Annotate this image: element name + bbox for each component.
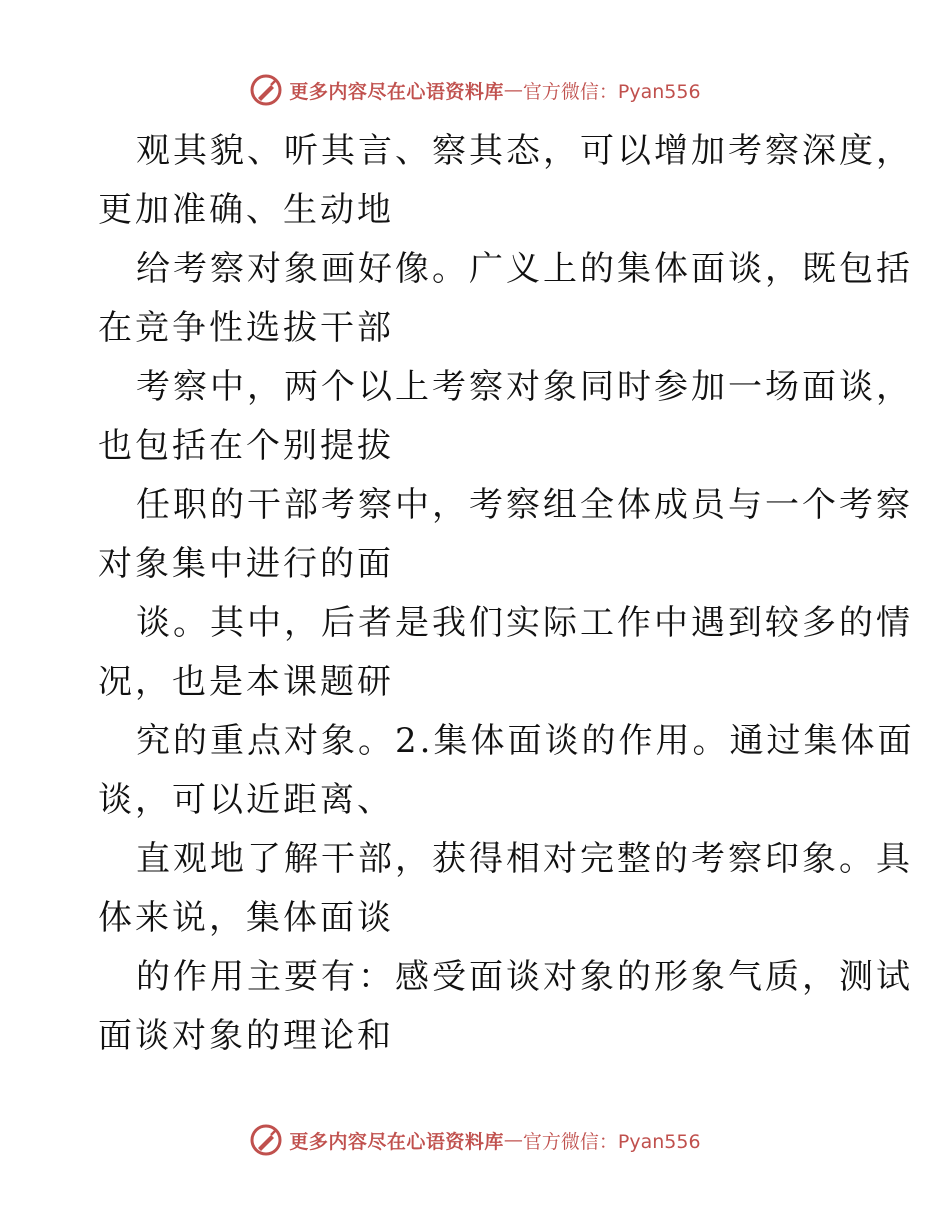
paragraph-line: 究的重点对象。2.集体面谈的作用。通过集体面: [136, 721, 915, 761]
paragraph-line: 考察中，两个以上考察对象同时参加一场面谈，: [136, 367, 913, 407]
paragraph-line: 谈。其中，后者是我们实际工作中遇到较多的情: [136, 603, 913, 643]
banner-wechat-text: 官方微信：Pyan556: [522, 80, 701, 103]
paragraph: [98, 122, 913, 240]
paragraph: [98, 240, 913, 358]
paragraph-line: 给考察对象画好像。广义上的集体面谈，既包括: [136, 249, 913, 289]
pen-logo-icon: [249, 1123, 283, 1157]
header-banner: [0, 70, 950, 110]
document-body: [98, 122, 915, 1066]
paragraph-line: 谈，可以近距离、: [98, 780, 394, 820]
paragraph-line: 在竞争性选拔干部: [98, 308, 394, 348]
paragraph: [98, 358, 913, 476]
paragraph-line: 更加准确、生动地: [98, 190, 394, 230]
banner-wechat-text: 官方微信：Pyan556: [522, 1130, 701, 1153]
paragraph: [98, 712, 915, 830]
footer-banner: [0, 1120, 950, 1160]
paragraph-line: 也包括在个别提拔: [98, 426, 394, 466]
banner-brand-text: 更多内容尽在心语资料库: [289, 1130, 504, 1153]
pen-logo-icon: [249, 73, 283, 107]
paragraph: [98, 830, 913, 948]
banner-brand-text: 更多内容尽在心语资料库: [289, 80, 504, 103]
paragraph: [98, 594, 913, 712]
paragraph: [98, 948, 913, 1066]
paragraph: [98, 476, 913, 594]
banner-separator: —: [503, 79, 523, 101]
paragraph-line: 观其貌、听其言、察其态，可以增加考察深度，: [136, 131, 913, 171]
paragraph-line: 直观地了解干部，获得相对完整的考察印象。具: [136, 839, 913, 879]
paragraph-line: 任职的干部考察中，考察组全体成员与一个考察: [136, 485, 913, 525]
paragraph-line: 体来说，集体面谈: [98, 898, 394, 938]
paragraph-line: 的作用主要有：感受面谈对象的形象气质，测试: [136, 957, 913, 997]
banner-separator: —: [503, 1129, 523, 1151]
paragraph-line: 面谈对象的理论和: [98, 1016, 394, 1056]
paragraph-line: 况，也是本课题研: [98, 662, 394, 702]
paragraph-line: 对象集中进行的面: [98, 544, 394, 584]
